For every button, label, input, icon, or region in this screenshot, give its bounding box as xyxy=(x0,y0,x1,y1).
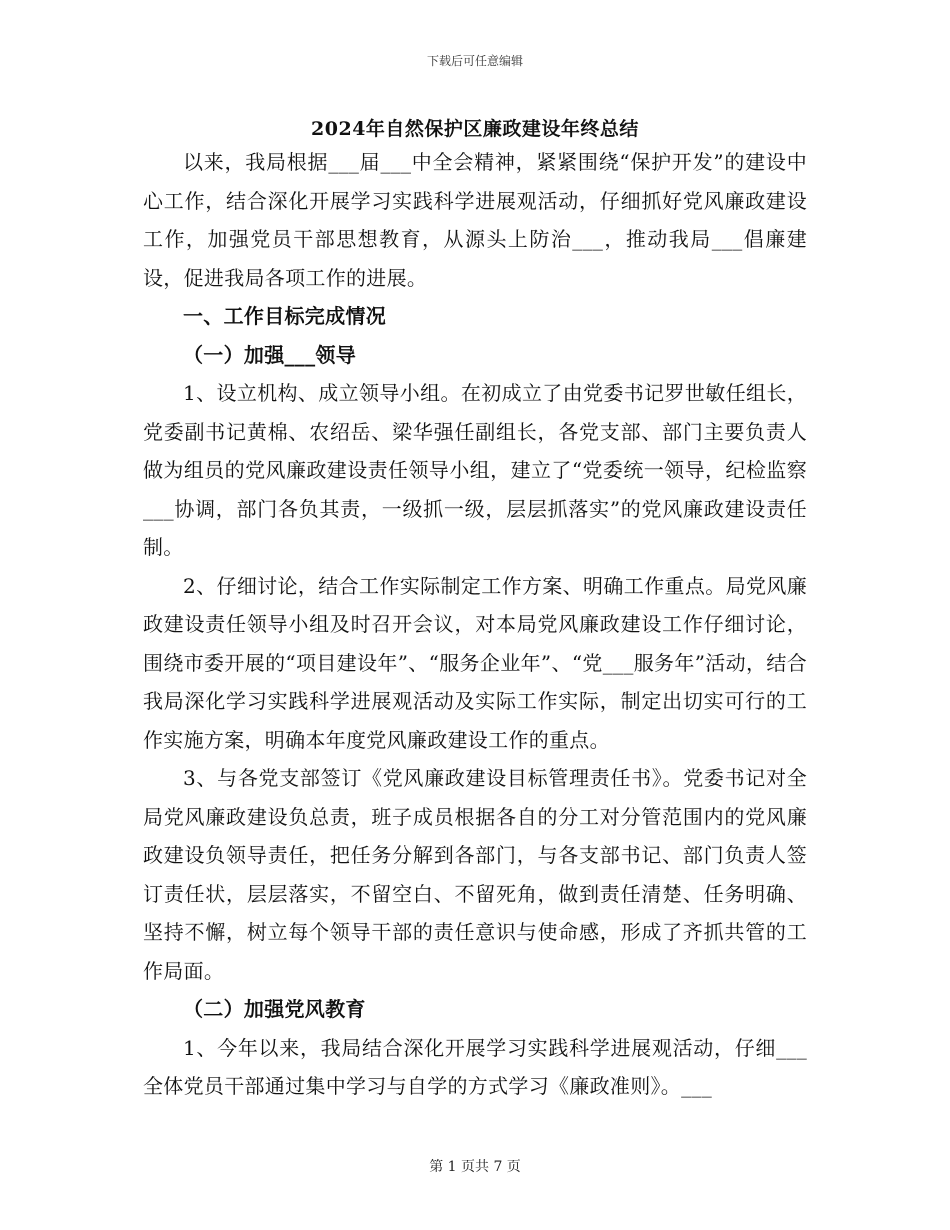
body-paragraph: 以来，我局根据___届___中全会精神，紧紧围绕“保护开发”的建设中心工作，结合深化开展学习实践科学进展观活动，仔细抓好党风廉政建设工作，加强党员干部思想教育，从源头上防治___，推动我局___倡廉建设，促进我局各项工作的进展。 xyxy=(143,150,807,290)
body-paragraph: 1、设立机构、成立领导小组。在初成立了由党委书记罗世敏任组长，党委副书记黄棉、农绍岳、梁华强任副组长，各党支部、部门主要负责人做为组员的党风廉政建设责任领导小组，建立了“党委统一领导，纪检监察___协调，部门各负其责，一级抓一级，层层抓落实”的党风廉政建设责任制。 xyxy=(143,381,807,559)
document-body xyxy=(143,143,807,1106)
document-title: 2024年自然保护区廉政建设年终总结 xyxy=(311,118,639,140)
subsection-heading: （一）加强___领导 xyxy=(183,342,356,367)
body-paragraph: 1、今年以来，我局结合深化开展学习实践科学进展观活动，仔细___全体党员干部通过集中学习与自学的方式学习《廉政准则》。___ xyxy=(143,1035,807,1098)
body-paragraph: 3、与各党支部签订《党风廉政建设目标管理责任书》。党委书记对全局党风廉政建设负总责，班子成员根据各自的分工对分管范围内的党风廉政建设负领导责任，把任务分解到各部门，与各支部书记、部门负责人签订责任状，层层落实，不留空白、不留死角，做到责任清楚、任务明确、坚持不懈，树立每个领导干部的责任意识与使命感，形成了齐抓共管的工作局面。 xyxy=(143,766,807,983)
page-number-footer: 第 1 页共 7 页 xyxy=(429,1159,521,1175)
body-paragraph: 2、仔细讨论，结合工作实际制定工作方案、明确工作重点。局党风廉政建设责任领导小组及时召开会议，对本局党风廉政建设工作仔细讨论，围绕市委开展的“项目建设年”、“服务企业年”、“党___服务年”活动，结合我局深化学习实践科学进展观活动及实际工作实际，制定出切实可行的工作实施方案，明确本年度党风廉政建设工作的重点。 xyxy=(143,573,807,752)
section-heading: 一、工作目标完成情况 xyxy=(183,304,386,328)
page-header-note: 下载后可任意编辑 xyxy=(426,54,523,68)
subsection-heading: （二）加强党风教育 xyxy=(183,997,366,1021)
